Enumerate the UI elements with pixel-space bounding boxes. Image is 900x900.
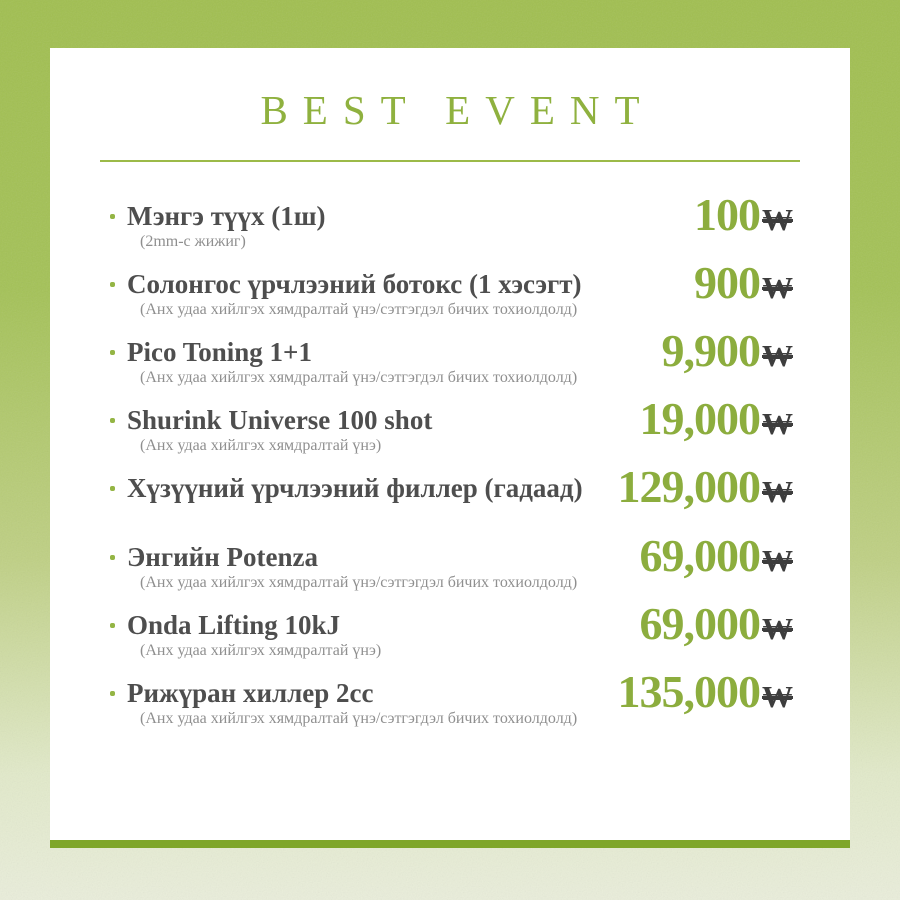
item-name: Солонгос үрчлээний ботокс (1 хэсэгт) — [127, 269, 582, 299]
item-price — [639, 393, 794, 444]
price-list-item — [110, 530, 793, 593]
bullet-icon — [110, 691, 115, 696]
item-price — [639, 530, 794, 581]
item-price — [639, 598, 794, 649]
item-price — [617, 666, 794, 717]
item-note: (Анх удаа хийлгэх хямдралтай үнэ) — [140, 437, 382, 454]
price-amount: 69,000 — [639, 530, 760, 581]
bullet-icon — [110, 214, 115, 219]
bullet-icon — [110, 555, 115, 560]
price-amount: 19,000 — [639, 393, 760, 444]
item-price — [694, 257, 793, 308]
price-list-item — [110, 325, 793, 388]
item-header — [110, 200, 793, 232]
bullet-icon — [110, 350, 115, 355]
item-name: Pico Toning 1+1 — [127, 337, 312, 367]
item-name: Onda Lifting 10kJ — [127, 610, 341, 640]
item-price — [661, 325, 794, 376]
price-list — [50, 189, 850, 729]
item-name: Рижүран хиллер 2cc — [127, 678, 374, 708]
won-sign-strikethrough-icon: ₩ — [762, 202, 793, 237]
won-sign-strikethrough-icon: ₩ — [762, 406, 793, 441]
item-note: (Анх удаа хийлгэх хямдралтай үнэ/сэтгэгдэл бичих тохиолдолд) — [140, 301, 578, 318]
won-sign-strikethrough-icon: ₩ — [762, 474, 793, 509]
item-note: (Анх удаа хийлгэх хямдралтай үнэ/сэтгэгдэл бичих тохиолдолд) — [140, 369, 578, 386]
price-amount: 129,000 — [617, 461, 760, 512]
item-name: Энгийн Potenza — [127, 542, 319, 572]
item-name: Мэнгэ түүх (1ш) — [127, 201, 326, 231]
won-sign-strikethrough-icon: ₩ — [762, 611, 793, 646]
won-sign-strikethrough-icon: ₩ — [762, 338, 793, 373]
item-price — [694, 189, 793, 240]
bullet-icon — [110, 418, 115, 423]
price-list-item — [110, 257, 793, 320]
item-note: (Анх удаа хийлгэх хямдралтай үнэ/сэтгэгдэл бичих тохиолдолд) — [140, 574, 578, 591]
price-amount: 135,000 — [617, 666, 760, 717]
won-sign-strikethrough-icon: ₩ — [762, 270, 793, 305]
price-amount: 900 — [694, 257, 760, 308]
price-card — [50, 48, 850, 848]
bullet-icon — [110, 486, 115, 491]
price-list-item — [110, 461, 793, 512]
item-price — [617, 461, 794, 512]
page-title: BEST EVENT — [260, 87, 655, 133]
item-header — [110, 268, 793, 300]
price-amount: 100 — [694, 189, 760, 240]
title-divider — [100, 160, 800, 162]
bullet-icon — [110, 282, 115, 287]
price-amount: 9,900 — [661, 325, 760, 376]
bullet-icon — [110, 623, 115, 628]
item-note: (Анх удаа хийлгэх хямдралтай үнэ/сэтгэгдэл бичих тохиолдолд) — [140, 710, 578, 727]
price-list-item — [110, 189, 793, 252]
item-name: Хүзүүний үрчлээний филлер (гадаад) — [127, 473, 583, 503]
won-sign-strikethrough-icon: ₩ — [762, 679, 793, 714]
item-note: (2mm-с жижиг) — [140, 233, 246, 250]
price-list-item — [110, 393, 793, 456]
item-note: (Анх удаа хийлгэх хямдралтай үнэ) — [140, 642, 382, 659]
price-list-item — [110, 666, 793, 729]
won-sign-strikethrough-icon: ₩ — [762, 543, 793, 578]
price-list-item — [110, 598, 793, 661]
item-name: Shurink Universe 100 shot — [127, 405, 433, 435]
price-amount: 69,000 — [639, 598, 760, 649]
